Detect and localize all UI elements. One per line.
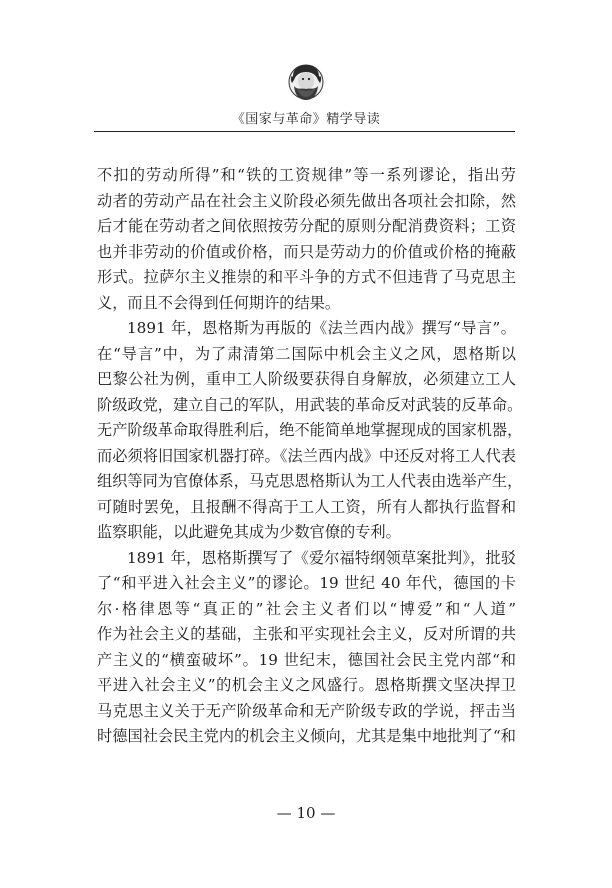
text-line: 1891 年，恩格斯为再版的《法兰西内战》撰写“导言”。: [127, 319, 516, 337]
text-line: 不扣的劳动所得”和“铁的工资规律”等一系列谬论，指出劳: [97, 166, 516, 184]
text-line: 巴黎公社为例，重申工人阶级要获得自身解放，必须建立工人: [97, 370, 516, 388]
paragraph: [97, 163, 516, 316]
text-line: 组织等同为官僚体系，马克思恩格斯认为工人代表由选举产生，: [97, 472, 523, 490]
text-line: 后才能在劳动者之间依照按劳分配的原则分配消费资料；工资: [97, 217, 516, 235]
text-line: 在“导言”中，为了肃清第二国际中机会主义之风，恩格斯以: [97, 344, 516, 363]
text-line: 马克思主义关于无产阶级革命和无产阶级专政的学说，抨击当: [97, 701, 516, 720]
text-line: 动者的劳动产品在社会主义阶段必须先做出各项社会扣除，然: [97, 191, 516, 210]
paragraph: [97, 316, 523, 546]
text-line: 形式。拉萨尔主义推崇的和平斗争的方式不但违背了马克思主: [97, 268, 516, 286]
text-line: 1891 年，恩格斯撰写了《爱尔福特纲领草案批判》，批驳: [127, 548, 516, 567]
header-rule: [94, 131, 515, 132]
text-line: 时德国社会民主党内的机会主义倾向，尤其是集中地批判了“和: [97, 727, 516, 745]
text-line: 义，而且不会得到任何期许的结果。: [97, 293, 340, 312]
running-header-title: 《国家与革命》精学导读: [231, 112, 381, 127]
text-line: 而必须将旧国家机器打碎。《法兰西内战》中还反对将工人代表: [97, 446, 516, 465]
text-line: 平进入社会主义”的机会主义之风盛行。恩格斯撰文坚决捍卫: [97, 676, 516, 694]
body-text: [97, 163, 523, 750]
text-line: 可随时罢免，且报酬不得高于工人工资，所有人都执行监督和: [97, 497, 516, 516]
text-line: 产主义的“横蛮破坏”。19 世纪末，德国社会民主党内部“和: [97, 650, 516, 669]
page-number: — 10 —: [276, 804, 336, 822]
text-line: 作为社会主义的基础，主张和平实现社会主义，反对所谓的共: [97, 625, 516, 643]
text-line: 阶级政党，建立自己的军队，用武装的革命反对武装的反革命。: [97, 395, 523, 414]
text-line: 无产阶级革命取得胜利后，绝不能简单地掌握现成的国家机器，: [97, 421, 523, 439]
author-portrait-icon: [287, 62, 325, 102]
page-number-value: 10: [296, 804, 316, 822]
paragraph: [97, 546, 516, 750]
text-line: 也并非劳动的价值或价格，而只是劳动力的价值或价格的掩蔽: [97, 242, 516, 261]
text-line: 尔·格律恩等“真正的”社会主义者们以“博爱”和“人道”: [97, 599, 516, 618]
text-line: 了“和平进入社会主义”的谬论。19 世纪 40 年代，德国的卡: [97, 574, 516, 592]
text-line: 监察职能，以此避免其成为少数官僚的专利。: [97, 523, 401, 541]
